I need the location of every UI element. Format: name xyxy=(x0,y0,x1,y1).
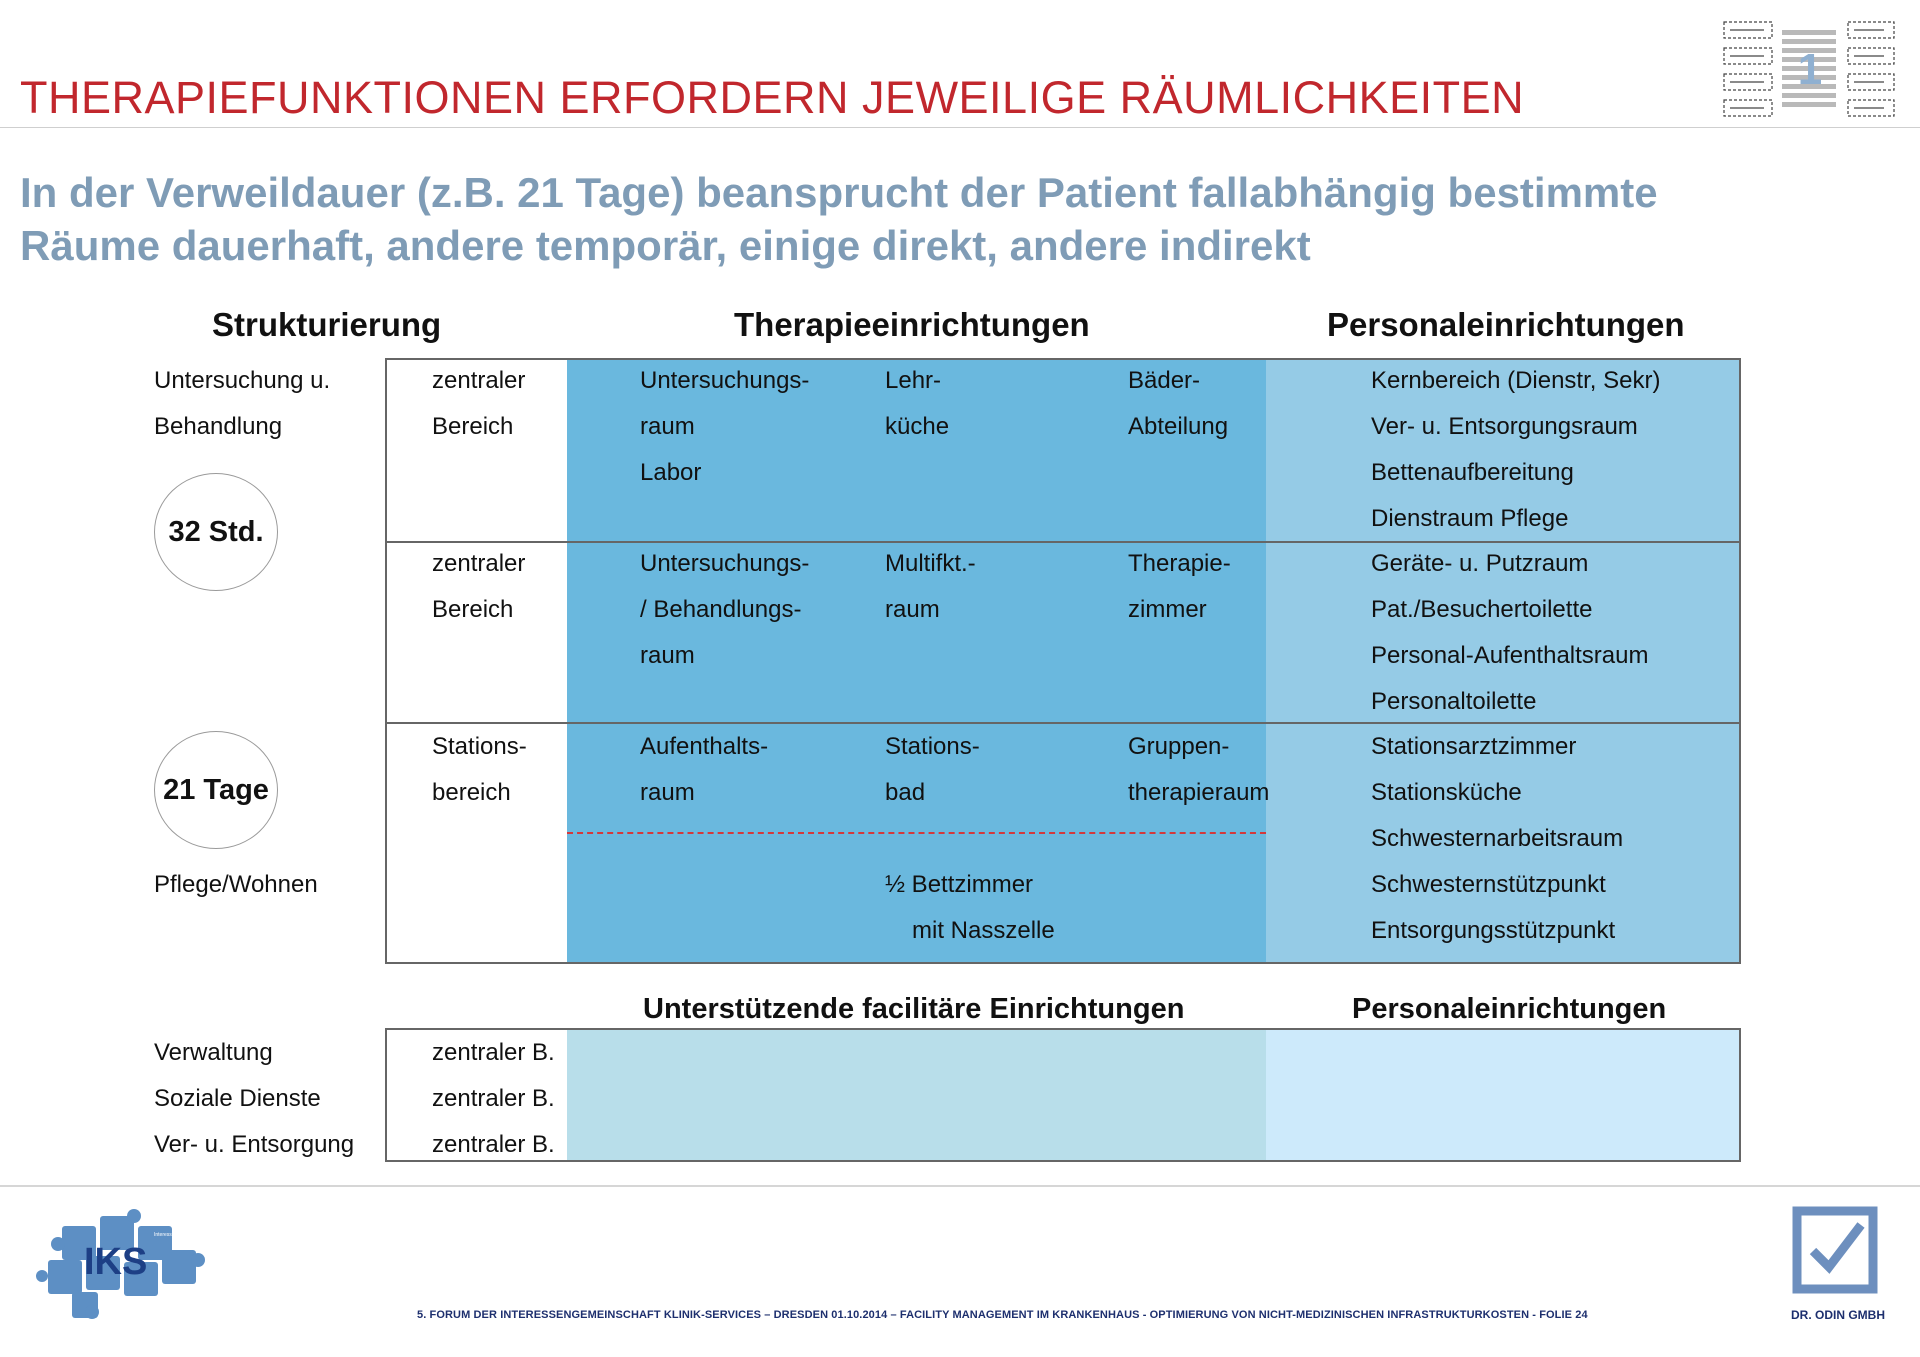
support-table xyxy=(385,1028,1741,1162)
iks-logo-text: IKS xyxy=(84,1241,148,1283)
header-divider xyxy=(0,127,1920,128)
cell-line: Stationsküche xyxy=(1371,779,1522,806)
odin-checkmark-icon xyxy=(1791,1205,1879,1295)
badge-label: 32 Std. xyxy=(168,515,264,548)
area-line: zentraler xyxy=(432,367,526,394)
iks-logo xyxy=(22,1202,242,1322)
therapy-cell xyxy=(885,358,949,450)
area-line: bereich xyxy=(432,779,511,806)
label-line: Untersuchung u. xyxy=(154,367,331,394)
therapy-cell xyxy=(1128,541,1231,633)
badge-label: 21 Tage xyxy=(163,773,269,806)
heading-therapie: Therapieeinrichtungen xyxy=(734,306,1090,343)
area-line: Bereich xyxy=(432,596,514,623)
cell-line: Entsorgungsstützpunkt xyxy=(1371,917,1616,944)
label-line: Behandlung xyxy=(154,413,283,440)
cell-line: Personal-Aufenthaltsraum xyxy=(1371,642,1649,669)
personal-cell xyxy=(1371,541,1648,725)
therapy-cell xyxy=(640,358,809,496)
therapy-cell xyxy=(640,724,768,816)
company-name: DR. ODIN GMBH xyxy=(1791,1308,1885,1322)
cell-line: Ver- u. Entsorgungsraum xyxy=(1371,413,1638,440)
cell-line: Therapie- xyxy=(1128,550,1231,577)
cell-line: zimmer xyxy=(1128,596,1207,623)
support-heading: Unterstützende facilitäre Einrichtungen xyxy=(643,993,1185,1025)
therapy-cell xyxy=(1128,724,1269,816)
page-title: THERAPIEFUNKTIONEN ERFORDERN JEWEILIGE RÄUMLICHKEITEN xyxy=(20,72,1525,123)
cell-line: / Behandlungs- xyxy=(640,596,802,623)
cell-line: Abteilung xyxy=(1128,413,1229,440)
personal-cell xyxy=(1371,724,1623,954)
ward-divider xyxy=(567,832,1266,834)
support-labels xyxy=(154,1030,354,1168)
subtitle-line: Räume dauerhaft, andere temporär, einige direkt, andere indirekt xyxy=(20,222,1311,269)
cell-line: Lehr- xyxy=(885,367,942,394)
area-cell xyxy=(432,724,527,816)
cell-line: raum xyxy=(640,779,695,806)
therapy-cell xyxy=(640,541,809,679)
cell-line: Geräte- u. Putzraum xyxy=(1371,550,1589,577)
cell-line: Gruppen- xyxy=(1128,733,1230,760)
cell-line: Schwesternarbeitsraum xyxy=(1371,825,1624,852)
support-label: Soziale Dienste xyxy=(154,1085,321,1112)
cell-line: mit Nasszelle xyxy=(912,917,1055,944)
support-personal-heading: Personaleinrichtungen xyxy=(1352,993,1667,1025)
subtitle xyxy=(20,166,1658,272)
label-pflege: Pflege/Wohnen xyxy=(154,871,318,898)
support-area: zentraler B. xyxy=(432,1085,555,1112)
diagram-thumbnail-icon xyxy=(1720,18,1898,122)
cell-line: Labor xyxy=(640,459,702,486)
cell-line: Bäder- xyxy=(1128,367,1201,394)
ward-cell xyxy=(885,862,1055,954)
cell-line: Schwesternstützpunkt xyxy=(1371,871,1606,898)
area-cell xyxy=(432,541,525,633)
heading-personal: Personaleinrichtungen xyxy=(1327,306,1685,343)
cell-line: Stations- xyxy=(885,733,980,760)
cell-line: raum xyxy=(640,413,695,440)
support-area: zentraler B. xyxy=(432,1039,555,1066)
cell-line: raum xyxy=(640,642,695,669)
cell-line: Untersuchungs- xyxy=(640,550,810,577)
cell-line: Multifkt.- xyxy=(885,550,976,577)
cell-line: Personaltoilette xyxy=(1371,688,1537,715)
cell-line: therapieraum xyxy=(1128,779,1270,806)
duration-badge-21 xyxy=(154,731,278,849)
heading-strukturierung: Strukturierung xyxy=(212,306,442,343)
subtitle-line: In der Verweildauer (z.B. 21 Tage) beansprucht der Patient fallabhängig bestimmte xyxy=(20,169,1658,216)
label-untersuchung xyxy=(154,358,330,450)
support-area: zentraler B. xyxy=(432,1131,555,1158)
iks-logo-subtext: Interessengemeinschaft Klinik-Services xyxy=(154,1232,242,1238)
cell-line: Dienstraum Pflege xyxy=(1371,505,1569,532)
cell-line: Pat./Besuchertoilette xyxy=(1371,596,1593,623)
cell-line: raum xyxy=(885,596,940,623)
cell-line: Kernbereich (Dienstr, Sekr) xyxy=(1371,367,1661,394)
support-label: Ver- u. Entsorgung xyxy=(154,1131,355,1158)
cell-line: Bettenaufbereitung xyxy=(1371,459,1574,486)
area-line: Stations- xyxy=(432,733,527,760)
support-areas xyxy=(432,1030,555,1168)
cell-line: Untersuchungs- xyxy=(640,367,810,394)
cell-line: Stationsarztzimmer xyxy=(1371,733,1577,760)
area-cell xyxy=(432,358,525,450)
corner-badge: 1 xyxy=(1797,45,1823,94)
cell-line: bad xyxy=(885,779,926,806)
duration-badge-32 xyxy=(154,473,278,591)
footer-divider xyxy=(0,1185,1920,1187)
cell-line: küche xyxy=(885,413,950,440)
therapy-cell xyxy=(1128,358,1228,450)
therapy-cell xyxy=(885,724,980,816)
cell-line: ½ Bettzimmer xyxy=(885,871,1034,898)
area-line: Bereich xyxy=(432,413,514,440)
cell-line: Aufenthalts- xyxy=(640,733,769,760)
footer-text: 5. FORUM DER INTERESSENGEMEINSCHAFT KLINIK-SERVICES – DRESDEN 01.10.2014 – FACILITY MANAGEMENT IM KRANKENHAUS - OPTIMIERUNG VON NICHT-MEDIZINISCHEN INFRASTRUKTURKOSTEN - FOLIE 24 xyxy=(417,1309,1588,1321)
therapy-cell xyxy=(885,541,976,633)
support-label: Verwaltung xyxy=(154,1039,273,1066)
personal-cell xyxy=(1371,358,1660,542)
area-line: zentraler xyxy=(432,550,526,577)
